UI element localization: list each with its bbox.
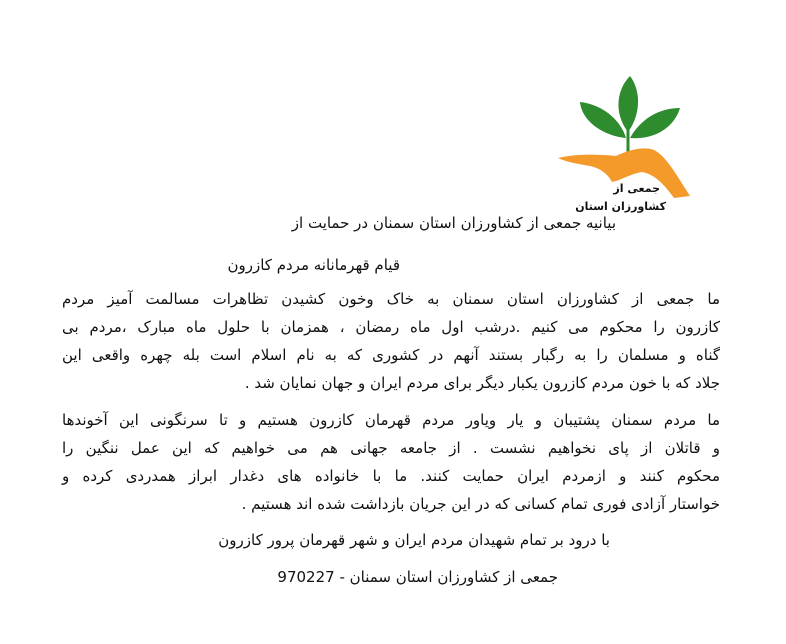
paragraph-line: خواستار آزادی فوری تمام کسانی که در این جریان بازداشت شده اند هستیم . bbox=[241, 495, 720, 513]
paragraph-line: ما جمعی از کشاورزان استان سمنان به خاک وخون کشیدن تظاهرات مسالمت آمیز مردم bbox=[62, 290, 720, 308]
paragraph-line: جلاد که با خون مردم کازرون یکبار دیگر برای مردم ایران و جهان نمایان شد . bbox=[244, 374, 720, 392]
logo-text-line2: کشاورزان استان bbox=[575, 200, 666, 213]
closing-salutation: با درود بر تمام شهیدان مردم ایران و شهر قهرمان پرور کازرون bbox=[218, 531, 610, 549]
statement-title-line2: قیام قهرمانانه مردم کازرون bbox=[227, 256, 400, 274]
logo-text-line1: جمعی از bbox=[613, 182, 660, 195]
signature-date: 970227 bbox=[277, 568, 335, 586]
signature-text: جمعی از کشاورزان استان سمنان - bbox=[334, 568, 558, 586]
paragraph-line: محکوم کنند و ازمردم ایران حمایت کنند. ما با خانواده های دغدار ابراز همدردی کرده و bbox=[62, 467, 720, 485]
signature-line bbox=[277, 568, 558, 586]
paragraph-support bbox=[62, 406, 720, 518]
farmers-logo bbox=[556, 70, 696, 220]
paragraph-line: گناه و مسلمان را به رگبار بستند آنهم در کشوری که به نام اسلام است بله چهره واقعی این bbox=[62, 346, 720, 364]
statement-title-line1: بیانیه جمعی از کشاورزان استان سمنان در حمایت از bbox=[291, 214, 616, 232]
paragraph-line: ما مردم سمنان پشتیبان و یار ویاور مردم قهرمان کازرون هستیم و تا سرنگونی این آخوندها bbox=[62, 411, 720, 429]
paragraph-line: و قاتلان از پای نخواهیم نشست . از جامعه جهانی هم می خواهیم که این عمل ننگین را bbox=[62, 439, 720, 457]
plant-hand-icon bbox=[556, 70, 696, 220]
paragraph-line: کازرون را محکوم می کنیم .درشب اول ماه رمضان ، همزمان با حلول ماه مبارک ،مردم بی bbox=[62, 318, 720, 336]
paragraph-condemnation bbox=[62, 285, 720, 397]
